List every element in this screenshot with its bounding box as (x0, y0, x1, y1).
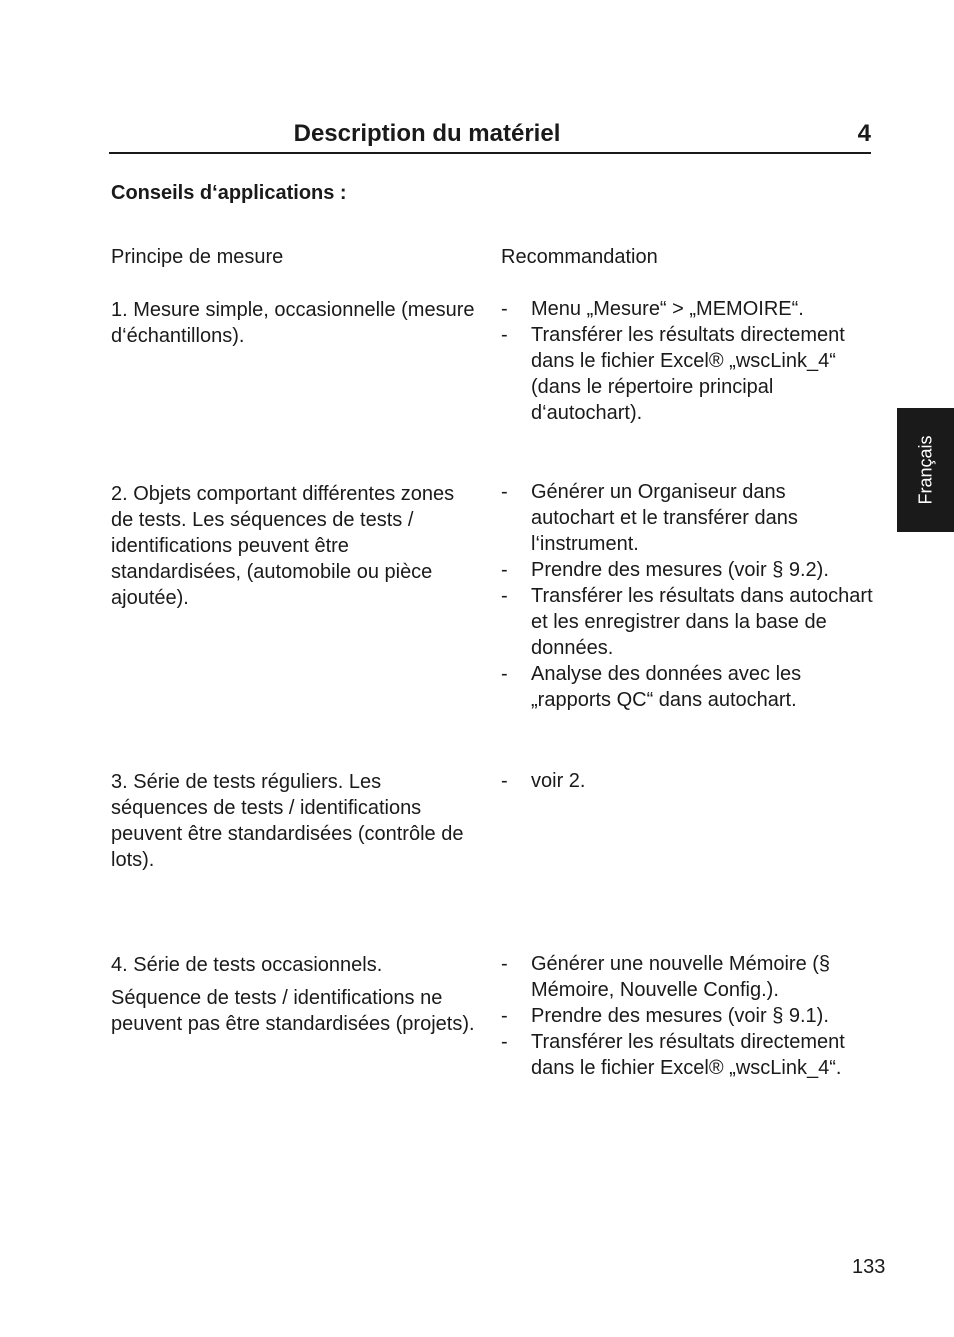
language-tab (897, 408, 954, 532)
list-item: - Transférer les résultats dans autochart et les enregistrer dans la base de données. (501, 585, 873, 659)
recommendation-list-2 (501, 479, 873, 713)
dash-bullet: - (501, 1031, 508, 1053)
list-item: - Transférer les résultats directement dans le fichier Excel® „wscLink_4“. (501, 1031, 845, 1079)
dash-bullet: - (501, 585, 508, 607)
page-header (109, 118, 871, 154)
header-title: Description du matériel (293, 120, 561, 147)
dash-bullet: - (501, 324, 508, 346)
recommendation-list-1 (501, 296, 873, 426)
language-tab-label: Français (915, 435, 935, 505)
list-item: - Analyse des données avec les „rapports QC“ dans autochart. (501, 663, 802, 711)
list-item: - Générer un Organiseur dans autochart et le transférer dans l‘instrument. (501, 481, 798, 555)
principle-text: Séquence de tests / identifications ne peuvent pas être standardisées (projets). (111, 987, 475, 1035)
principle-2 (111, 481, 477, 611)
list-item: - Transférer les résultats directement dans le fichier Excel® „wscLink_4“ (dans le répertoire principal d‘autochart). (501, 324, 845, 424)
list-item: - Prendre des mesures (voir § 9.1). (501, 1005, 829, 1027)
page-number: 133 (852, 1256, 886, 1278)
principle-text: 4. Série de tests occasionnels. (111, 954, 383, 976)
dash-bullet: - (501, 481, 508, 503)
recommendation-list-4 (501, 951, 873, 1081)
section-title: Conseils d‘applications : (111, 182, 347, 204)
principle-3 (111, 769, 477, 873)
principle-1 (111, 297, 477, 349)
column-header-principle: Principe de mesure (111, 246, 284, 268)
principle-text: 1. Mesure simple, occasionnelle (mesure d‘échantillons). (111, 299, 475, 347)
chapter-number: 4 (857, 120, 871, 147)
dash-bullet: - (501, 559, 508, 581)
recommendation-list-3 (501, 768, 873, 794)
dash-bullet: - (501, 663, 508, 685)
list-item: - voir 2. (501, 770, 586, 792)
dash-bullet: - (501, 1005, 508, 1027)
principle-4 (111, 952, 477, 1037)
column-header-recommendation: Recommandation (501, 246, 658, 268)
principle-text: 2. Objets comportant différentes zones de tests. Les séquences de tests / identifications peuvent être standardisées, (automobile ou pièce ajoutée). (111, 483, 455, 609)
dash-bullet: - (501, 953, 508, 975)
principle-text: 3. Série de tests réguliers. Les séquences de tests / identifications peuvent être standardisées (contrôle de lots). (111, 771, 464, 871)
list-item: - Menu „Mesure“ > „MEMOIRE“. (501, 298, 804, 320)
dash-bullet: - (501, 770, 508, 792)
list-item: - Prendre des mesures (voir § 9.2). (501, 559, 829, 581)
list-item: - Générer une nouvelle Mémoire (§ Mémoire, Nouvelle Config.). (501, 953, 831, 1001)
dash-bullet: - (501, 298, 508, 320)
